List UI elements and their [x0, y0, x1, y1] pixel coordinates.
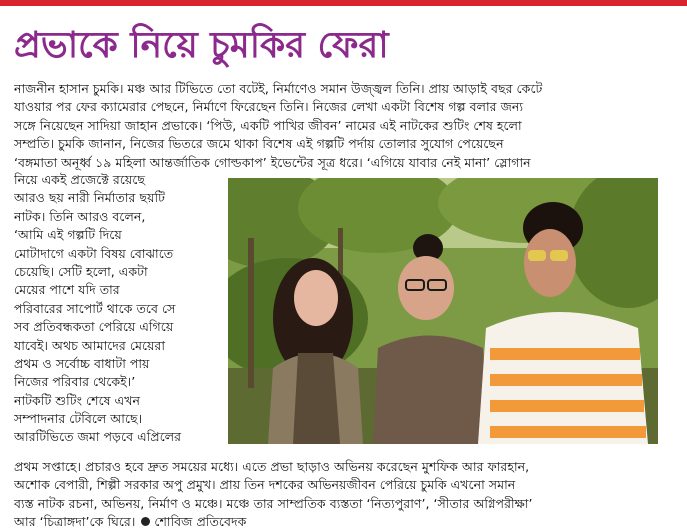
text-line: নিজের পরিবার থেকেই।’ — [14, 374, 136, 390]
paragraph-top — [14, 80, 674, 172]
text-line: নাজনীন হাসান চুমকি। মঞ্চ আর টিভিতে তো বটেই, নির্মাণেও সমান উজ্জ্বল তিনি। প্রায় আড়াই বছর কেটে — [14, 81, 543, 96]
text-line: ‘আমি এই গল্পটি দিয়ে — [14, 227, 122, 243]
paragraph-left-column — [14, 171, 222, 447]
text-line: সব প্রতিবন্ধকতা পেরিয়ে এগিয়ে — [14, 319, 174, 335]
text-line: মোটাদাগে একটা বিষয় বোঝাতে — [14, 245, 174, 261]
text-line: যাবেই। অথচ আমাদের মেয়েরা — [14, 337, 165, 353]
text-line: নাটকটি শুটিং শেষে এখন — [14, 392, 140, 408]
top-accent-bar — [0, 0, 687, 6]
text-line: প্রথম সপ্তাহে। প্রচারও হবে দ্রুত সময়ের মধ্যে। এতে প্রভা ছাড়াও অভিনয় করেছেন মুশফিক আর ফারহান, — [14, 459, 530, 474]
text-line: পরিবারের সাপোর্ট থাকে তবে সে — [14, 300, 176, 316]
text-line: নাটক। তিনি আরও বলেন, — [14, 208, 146, 224]
text-line: প্রথম ও সর্বোচ্চ বাধাটা পায় — [14, 355, 150, 371]
text-line: সম্পাদনার টেবিলে আছে। — [14, 411, 143, 427]
headline: প্রভাকে নিয়ে চুমকির ফেরা — [14, 25, 389, 66]
article-photo — [228, 178, 658, 444]
last-line-text: আর ‘চিত্রাঙ্গদা’কে ঘিরে। — [14, 514, 136, 528]
text-line: চেয়েছি। সেটি হলো, একটা — [14, 263, 148, 279]
text-line: ব্যস্ত নাটক রচনা, অভিনয়, নির্মাণ ও মঞ্চে। মঞ্চে তার সাম্প্রতিক ব্যস্ততা ‘নিত্যপুরাণ’, ‘সীতার অগ্নিপরীক্ষা’ — [14, 495, 533, 511]
text-line: অশোক বেপারী, শিল্পী সরকার অপু প্রমুখ। প্রায় তিন দশকের অভিনয়জীবন পেরিয়ে চুমকি এখনো সমান — [14, 477, 516, 493]
text-line: যাওয়ার পর ফের ক্যামেরার পেছনে, নির্মাণে ফিরেছেন তিনি। নিজের লেখা একটা বিশেষ গল্প বলার জন্য — [14, 99, 524, 115]
paragraph-bottom — [14, 458, 674, 528]
bullet-icon — [141, 517, 150, 526]
text-line: সম্প্রতি। চুমকি জানান, নিজের ভিতরে জমে থাকা বিশেষ এই গল্পটি পর্দায় তোলার সুযোগ পেয়েছেন — [14, 136, 504, 152]
byline-line — [14, 513, 674, 528]
byline: শোবিজ প্রতিবেদক — [154, 514, 247, 528]
text-line: ‘বঙ্গমাতা অনূর্ধ্ব ১৯ মহিলা আন্তর্জাতিক গোল্ডকাপ’ ইভেন্টের সূত্র ধরে। ‘এগিয়ে যাবার নেই মানা’ স্লোগান — [14, 154, 531, 170]
text-line: আরটিভিতে জমা পড়বে এপ্রিলের — [14, 429, 182, 445]
text-line: আরও ছয় নারী নির্মাতার ছয়টি — [14, 190, 165, 206]
text-line: নিয়ে একই প্রজেক্টে রয়েছে — [14, 172, 146, 187]
text-line: মেয়ের পাশে যদি তার — [14, 282, 120, 298]
text-line: সঙ্গে নিয়েছেন সাদিয়া জাহান প্রভাকে। ‘পিউ, একটি পাখির জীবন’ নামের এই নাটকের শুটিং শেষ হলো — [14, 117, 522, 133]
